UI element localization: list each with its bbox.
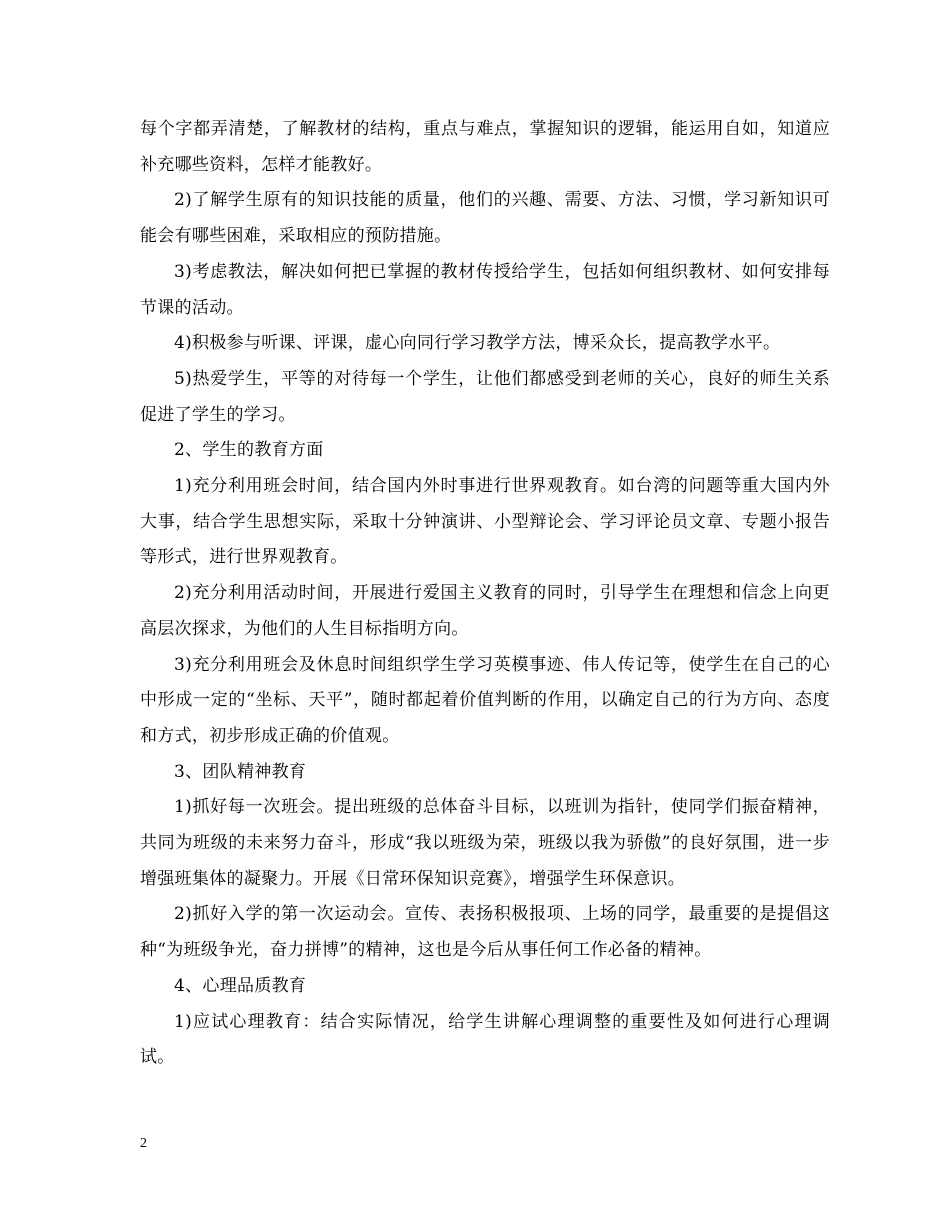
paragraph: 1)充分利用班会时间，结合国内外时事进行世界观教育。如台湾的问题等重大国内外大事，结合学生思想实际，采取十分钟演讲、小型辩论会、学习评论员文章、专题小报告等形式，进行世界观教育。 (140, 476, 830, 568)
paragraph: 5)热爱学生，平等的对待每一个学生，让他们都感受到老师的关心，良好的师生关系促进了学生的学习。 (140, 368, 830, 425)
paragraph: 3)充分利用班会及休息时间组织学生学习英模事迹、伟人传记等，使学生在自己的心中形成一定的“坐标、天平”，随时都起着价值判断的作用，以确定自己的行为方向、态度和方式，初步形成正确的价值观。 (140, 654, 830, 746)
paragraph: 1)抓好每一次班会。提出班级的总体奋斗目标，以班训为指针，使同学们振奋精神，共同为班级的未来努力奋斗，形成“我以班级为荣，班级以我为骄傲”的良好氛围，进一步增强班集体的凝聚力。开展《日常环保知识竞赛》，增强学生环保意识。 (140, 797, 830, 889)
page-number: 2 (140, 1136, 147, 1151)
paragraph: 每个字都弄清楚，了解教材的结构，重点与难点，掌握知识的逻辑，能运用自如，知道应补充哪些资料，怎样才能教好。 (140, 119, 830, 175)
paragraph: 3)考虑教法，解决如何把已掌握的教材传授给学生，包括如何组织教材、如何安排每节课的活动。 (140, 261, 830, 318)
section-heading: 2、学生的教育方面 (174, 440, 324, 461)
paragraph: 2)充分利用活动时间，开展进行爱国主义教育的同时，引导学生在理想和信念上向更高层次探求，为他们的人生目标指明方向。 (140, 583, 830, 639)
paragraph: 1)应试心理教育：结合实际情况，给学生讲解心理调整的重要性及如何进行心理调试。 (140, 1011, 830, 1068)
section-heading: 4、心理品质教育 (174, 975, 307, 996)
paragraph: 4)积极参与听课、评课，虚心向同行学习教学方法，博采众长，提高教学水平。 (174, 333, 781, 354)
paragraph: 2)抓好入学的第一次运动会。宣传、表扬积极报项、上场的同学，最重要的是提倡这种“为班级争光，奋力拼博”的精神，这也是今后从事任何工作必备的精神。 (140, 904, 830, 961)
document-body (140, 112, 830, 1076)
paragraph: 2)了解学生原有的知识技能的质量，他们的兴趣、需要、方法、习惯，学习新知识可能会有哪些困难，采取相应的预防措施。 (140, 190, 830, 247)
section-heading: 3、团队精神教育 (174, 761, 307, 782)
